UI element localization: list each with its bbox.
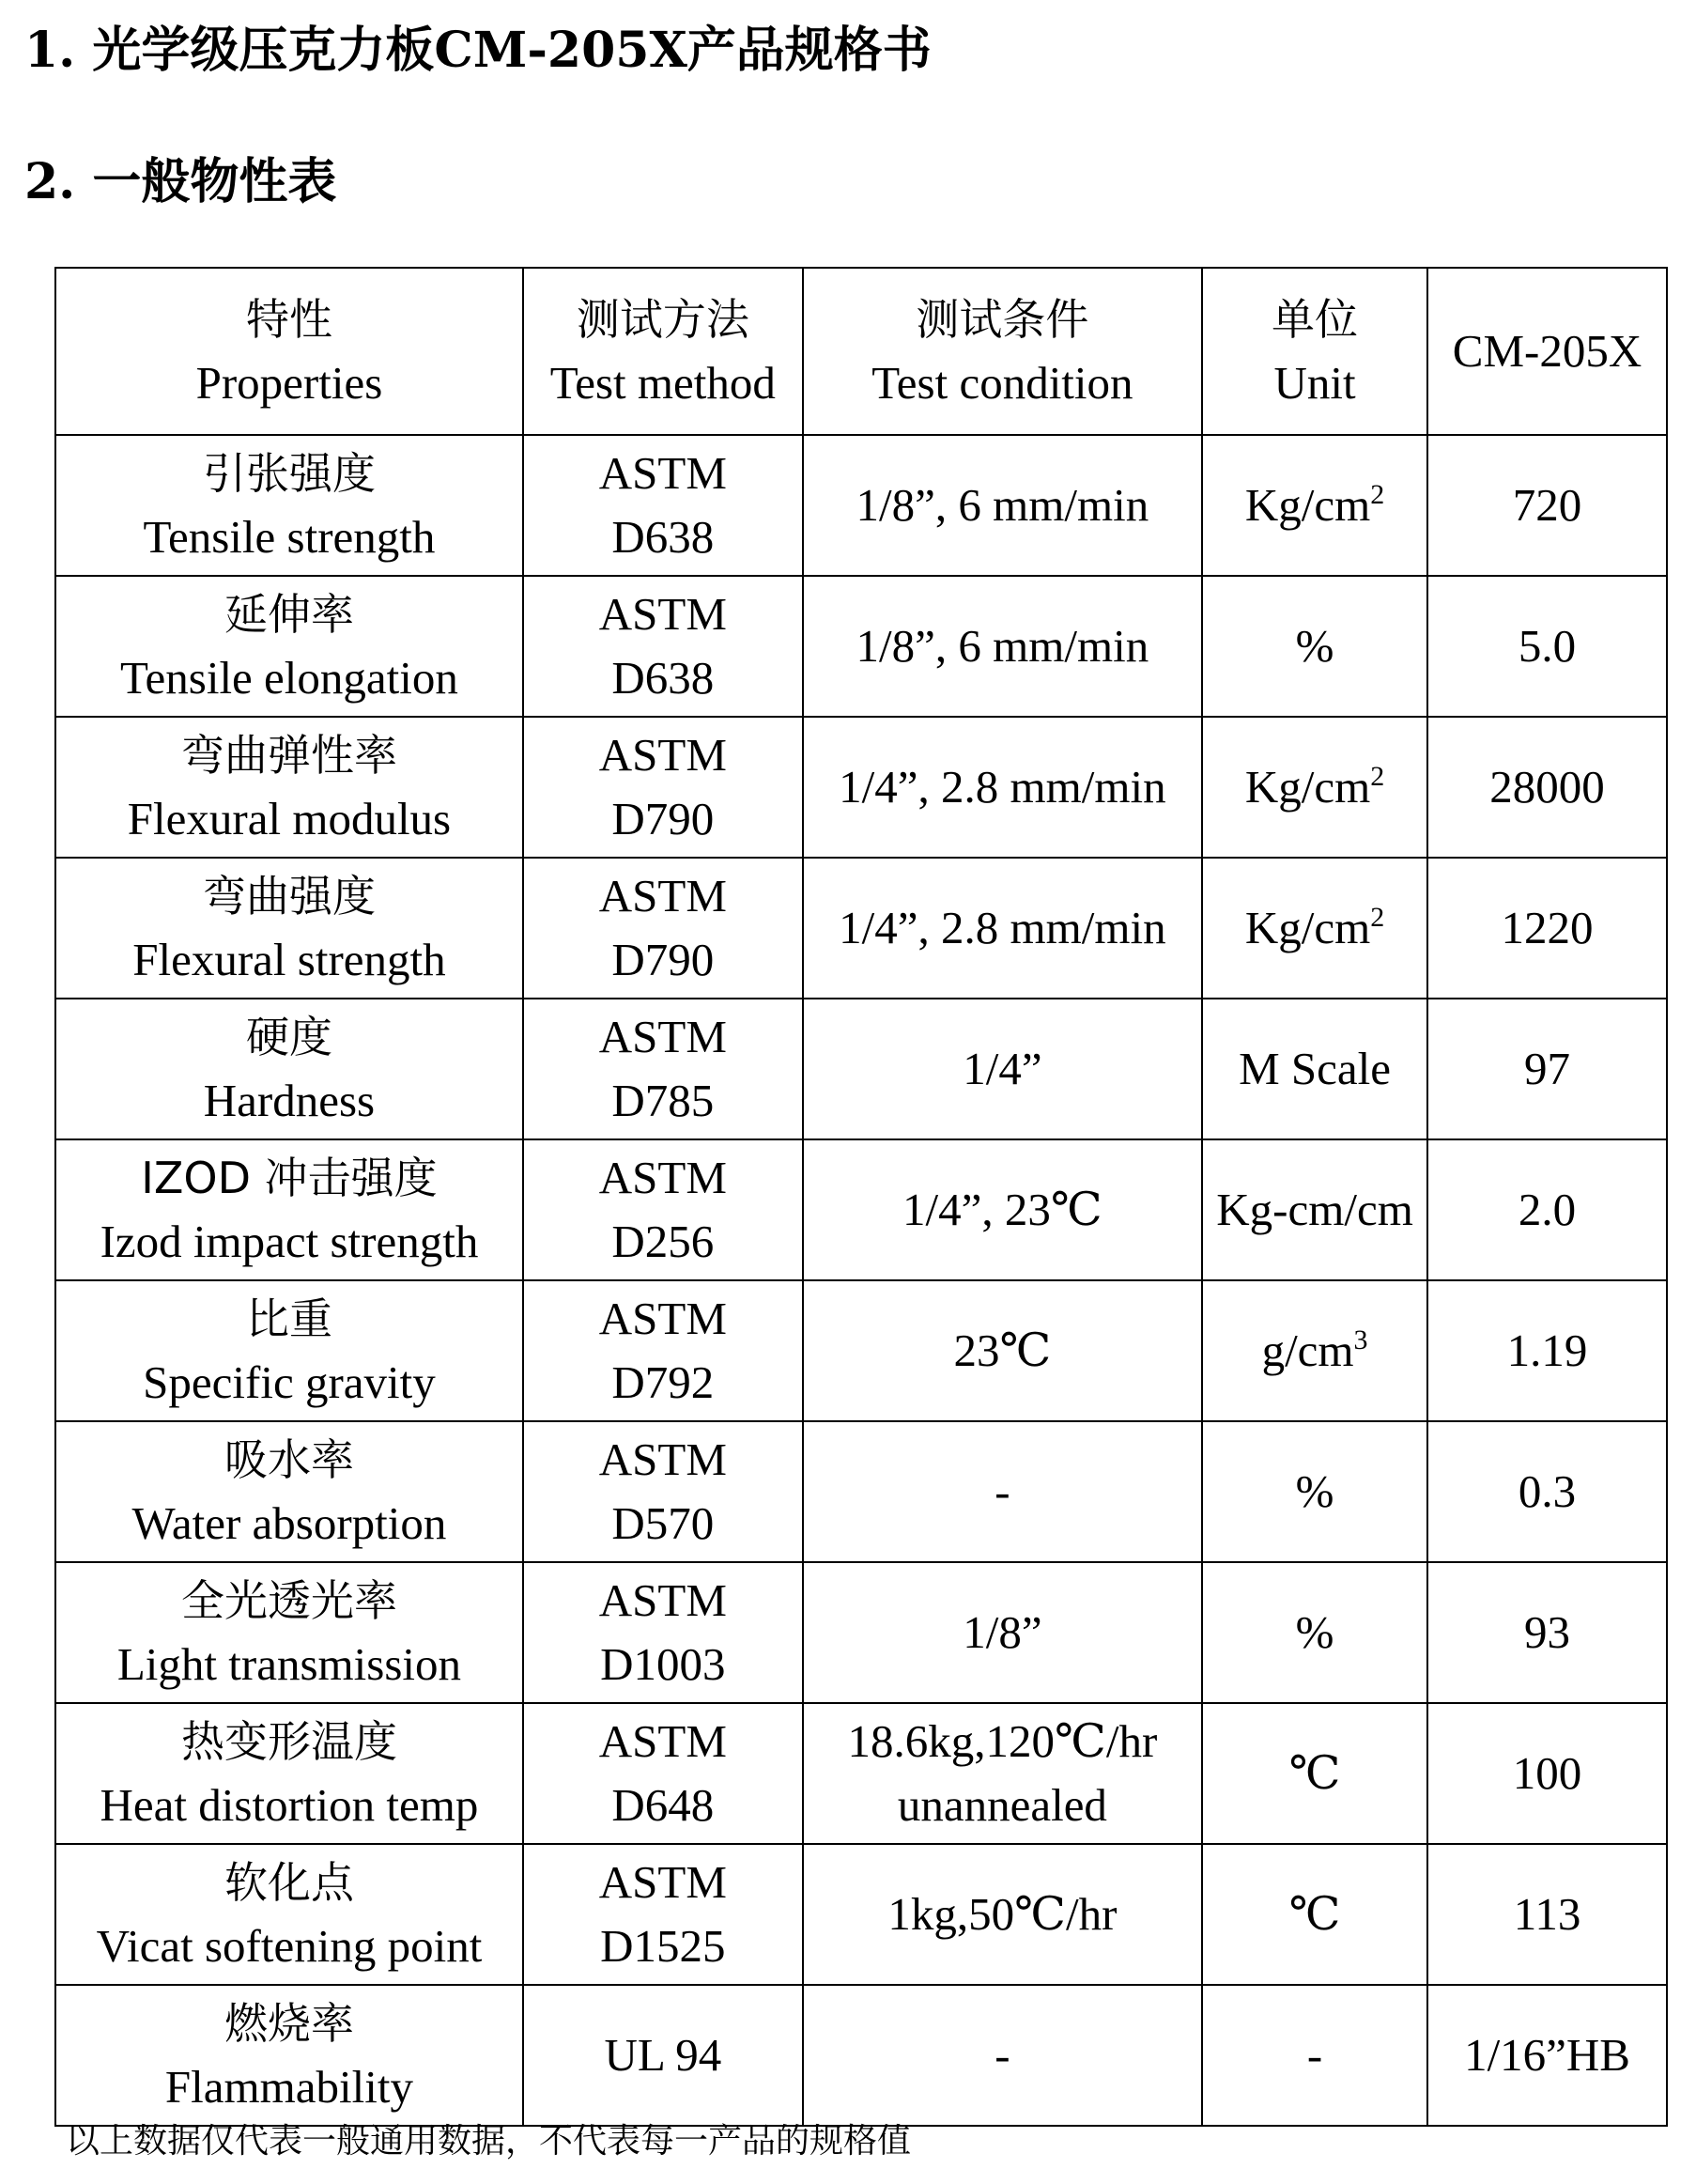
properties-table — [54, 267, 1668, 2127]
test-condition-cell — [803, 1139, 1202, 1280]
test-condition: 18.6kg,120℃/hr — [847, 1715, 1158, 1767]
test-method-code: D570 — [611, 1497, 715, 1549]
table-row — [55, 1280, 1667, 1421]
unit-cell — [1202, 1421, 1427, 1562]
test-method-cell — [523, 576, 803, 717]
header-test-method-cn: 测试方法 — [576, 294, 749, 345]
table-row — [55, 999, 1667, 1139]
property-name-cn: 延伸率 — [224, 589, 354, 640]
test-method-code: D790 — [611, 793, 715, 844]
test-method-cell — [523, 1703, 803, 1844]
unit-text: Kg/cm — [1244, 479, 1371, 531]
value-cell — [1427, 1421, 1667, 1562]
property-cell — [55, 1280, 523, 1421]
table-row — [55, 1421, 1667, 1562]
value-cell — [1427, 1844, 1667, 1985]
property-cell — [55, 435, 523, 576]
unit-text: % — [1295, 1606, 1334, 1658]
unit-text: g/cm — [1261, 1324, 1354, 1376]
test-condition-cell — [803, 1421, 1202, 1562]
test-method-code: D256 — [611, 1216, 715, 1267]
test-method-cell — [523, 1139, 803, 1280]
product-value: 97 — [1524, 1043, 1571, 1094]
property-name-en: Tensile strength — [143, 511, 436, 563]
unit-exponent: 2 — [1370, 761, 1385, 792]
value-cell — [1427, 1562, 1667, 1703]
unit-cell — [1202, 1844, 1427, 1985]
header-properties-en: Properties — [195, 357, 383, 409]
test-condition-note: unannealed — [897, 1779, 1107, 1831]
unit-cell — [1202, 576, 1427, 717]
test-condition: 1/4”, 2.8 mm/min — [839, 761, 1166, 813]
header-test-condition-en: Test condition — [871, 357, 1133, 409]
unit-text: Kg/cm — [1244, 761, 1371, 813]
footnote: 以上数据仅代表一般通用数据，不代表每一产品的规格值 — [66, 2122, 912, 2161]
unit-line — [1203, 1882, 1426, 1946]
test-condition: 23℃ — [953, 1324, 1052, 1376]
test-condition-cell — [803, 1703, 1202, 1844]
test-method-cell — [523, 435, 803, 576]
property-name-cn: 软化点 — [224, 1857, 354, 1908]
header-test-method-en: Test method — [549, 357, 776, 409]
table-row — [55, 1562, 1667, 1703]
property-cell — [55, 1562, 523, 1703]
product-value: 2.0 — [1518, 1184, 1577, 1235]
test-condition-cell — [803, 717, 1202, 858]
unit-text: ℃ — [1288, 1888, 1341, 1940]
test-method-standard: ASTM — [598, 1293, 727, 1344]
unit-text: % — [1295, 1465, 1334, 1517]
unit-cell — [1202, 1985, 1427, 2126]
test-method-code: D638 — [611, 511, 715, 563]
unit-line — [1203, 2023, 1426, 2087]
test-condition: 1/4” — [963, 1043, 1042, 1094]
test-method-code: D785 — [611, 1075, 715, 1126]
property-cell — [55, 1703, 523, 1844]
value-cell — [1427, 435, 1667, 576]
property-name-en: Tensile elongation — [120, 652, 458, 704]
test-method-cell — [523, 1421, 803, 1562]
test-method-standard: UL 94 — [604, 2029, 722, 2081]
table-row — [55, 717, 1667, 858]
test-condition-cell — [803, 1844, 1202, 1985]
test-condition: 1/8”, 6 mm/min — [856, 620, 1149, 672]
test-method-standard: ASTM — [598, 1574, 727, 1626]
header-properties — [55, 268, 523, 435]
table-row — [55, 1844, 1667, 1985]
property-name-en: Water absorption — [131, 1497, 447, 1549]
unit-text: Kg-cm/cm — [1216, 1184, 1413, 1235]
unit-line — [1203, 614, 1426, 678]
product-value: 1.19 — [1506, 1324, 1588, 1376]
table-body — [55, 435, 1667, 2126]
unit-line — [1203, 755, 1426, 819]
value-cell — [1427, 1703, 1667, 1844]
test-method-cell — [523, 1985, 803, 2126]
test-condition-cell — [803, 435, 1202, 576]
test-method-standard: ASTM — [598, 1011, 727, 1062]
unit-text: % — [1295, 620, 1334, 672]
property-cell — [55, 999, 523, 1139]
property-cell — [55, 717, 523, 858]
product-value: 5.0 — [1518, 620, 1577, 672]
test-method-code: D792 — [611, 1356, 715, 1408]
property-name-en: Izod impact strength — [100, 1216, 479, 1267]
test-method-standard: ASTM — [598, 447, 727, 499]
product-value: 1/16”HB — [1464, 2029, 1630, 2081]
property-name-en: Light transmission — [116, 1638, 462, 1690]
test-method-standard: ASTM — [598, 870, 727, 922]
test-condition: 1/4”, 2.8 mm/min — [839, 902, 1166, 953]
table-header-row — [55, 268, 1667, 435]
test-condition-cell — [803, 858, 1202, 999]
property-name-cn: 全光透光率 — [180, 1575, 397, 1626]
test-condition: 1/8” — [963, 1606, 1042, 1658]
document-title: 1. 光学级压克力板CM-205X产品规格书 — [24, 22, 932, 79]
product-value: 28000 — [1489, 761, 1605, 813]
test-condition: 1/8”, 6 mm/min — [856, 479, 1149, 531]
test-method-cell — [523, 717, 803, 858]
property-name-cn: 硬度 — [245, 1012, 332, 1062]
property-cell — [55, 1985, 523, 2126]
test-method-standard: ASTM — [598, 1856, 727, 1908]
header-properties-cn: 特性 — [245, 294, 332, 345]
value-cell — [1427, 576, 1667, 717]
value-cell — [1427, 717, 1667, 858]
test-condition: 1/4”, 23℃ — [902, 1184, 1102, 1235]
property-name-cn: 燃烧率 — [224, 1998, 354, 2049]
test-method-cell — [523, 1280, 803, 1421]
unit-cell — [1202, 435, 1427, 576]
property-name-en: Flammability — [164, 2061, 413, 2113]
test-method-code: D1525 — [600, 1920, 726, 1972]
unit-cell — [1202, 1280, 1427, 1421]
table-row — [55, 1139, 1667, 1280]
unit-text: - — [1306, 2029, 1323, 2081]
unit-exponent: 2 — [1370, 479, 1385, 510]
unit-exponent: 2 — [1370, 902, 1385, 933]
unit-line — [1203, 1178, 1426, 1242]
unit-line — [1203, 1037, 1426, 1101]
product-value: 93 — [1524, 1606, 1571, 1658]
product-value: 720 — [1512, 479, 1582, 531]
test-condition: - — [994, 1465, 1010, 1517]
property-name-cn: IZOD 冲击强度 — [141, 1153, 438, 1203]
test-method-standard: ASTM — [598, 1433, 727, 1485]
table-row — [55, 1985, 1667, 2126]
unit-line — [1203, 896, 1426, 960]
value-cell — [1427, 1139, 1667, 1280]
section-heading: 2. 一般物性表 — [24, 153, 337, 210]
test-condition-cell — [803, 1280, 1202, 1421]
property-name-en: Flexural modulus — [127, 793, 452, 844]
header-test-condition-cn: 测试条件 — [916, 294, 1089, 345]
property-name-en: Vicat softening point — [96, 1920, 483, 1972]
header-unit-cn: 单位 — [1272, 294, 1359, 345]
unit-cell — [1202, 1139, 1427, 1280]
test-method-cell — [523, 1562, 803, 1703]
test-method-standard: ASTM — [598, 1715, 727, 1767]
unit-text: ℃ — [1288, 1747, 1341, 1799]
product-value: 0.3 — [1518, 1465, 1577, 1517]
test-method-standard: ASTM — [598, 588, 727, 640]
table-row — [55, 1703, 1667, 1844]
unit-cell — [1202, 999, 1427, 1139]
unit-line — [1203, 1601, 1426, 1665]
table-row — [55, 858, 1667, 999]
property-name-en: Flexural strength — [132, 934, 446, 985]
test-method-code: D790 — [611, 934, 715, 985]
property-cell — [55, 858, 523, 999]
property-cell — [55, 1421, 523, 1562]
value-cell — [1427, 999, 1667, 1139]
property-name-cn: 热变形温度 — [180, 1716, 397, 1767]
header-product-value — [1427, 268, 1667, 435]
header-unit-en: Unit — [1273, 357, 1356, 409]
test-method-cell — [523, 858, 803, 999]
property-name-cn: 吸水率 — [224, 1434, 354, 1485]
unit-line — [1203, 1742, 1426, 1805]
test-condition-cell — [803, 1985, 1202, 2126]
test-condition: 1kg,50℃/hr — [887, 1888, 1118, 1940]
property-cell — [55, 1844, 523, 1985]
header-product-name: CM-205X — [1452, 325, 1642, 377]
property-name-cn: 弯曲弹性率 — [180, 730, 397, 781]
unit-cell — [1202, 1703, 1427, 1844]
test-method-standard: ASTM — [598, 729, 727, 781]
unit-cell — [1202, 717, 1427, 858]
product-value: 100 — [1512, 1747, 1582, 1799]
value-cell — [1427, 858, 1667, 999]
test-condition-cell — [803, 576, 1202, 717]
unit-cell — [1202, 1562, 1427, 1703]
value-cell — [1427, 1280, 1667, 1421]
property-name-cn: 引张强度 — [202, 448, 376, 499]
property-name-cn: 弯曲强度 — [202, 871, 376, 922]
property-name-en: Heat distortion temp — [100, 1779, 479, 1831]
test-condition-cell — [803, 999, 1202, 1139]
property-name-cn: 比重 — [245, 1293, 332, 1344]
test-condition: - — [994, 2029, 1010, 2081]
unit-line — [1203, 1460, 1426, 1524]
property-cell — [55, 576, 523, 717]
test-method-standard: ASTM — [598, 1152, 727, 1203]
test-condition-cell — [803, 1562, 1202, 1703]
test-method-cell — [523, 999, 803, 1139]
value-cell — [1427, 1985, 1667, 2126]
header-unit — [1202, 268, 1427, 435]
property-cell — [55, 1139, 523, 1280]
header-test-condition — [803, 268, 1202, 435]
product-value: 1220 — [1501, 902, 1594, 953]
unit-line — [1203, 1319, 1426, 1383]
table-row — [55, 435, 1667, 576]
unit-cell — [1202, 858, 1427, 999]
property-name-en: Specific gravity — [143, 1356, 436, 1408]
property-name-en: Hardness — [203, 1075, 376, 1126]
unit-text: M Scale — [1239, 1043, 1392, 1094]
header-test-method — [523, 268, 803, 435]
unit-line — [1203, 473, 1426, 537]
unit-exponent: 3 — [1353, 1324, 1368, 1355]
table-row — [55, 576, 1667, 717]
unit-text: Kg/cm — [1244, 902, 1371, 953]
test-method-code: D1003 — [600, 1638, 726, 1690]
test-method-cell — [523, 1844, 803, 1985]
product-value: 113 — [1513, 1888, 1581, 1940]
test-method-code: D648 — [611, 1779, 715, 1831]
test-method-code: D638 — [611, 652, 715, 704]
